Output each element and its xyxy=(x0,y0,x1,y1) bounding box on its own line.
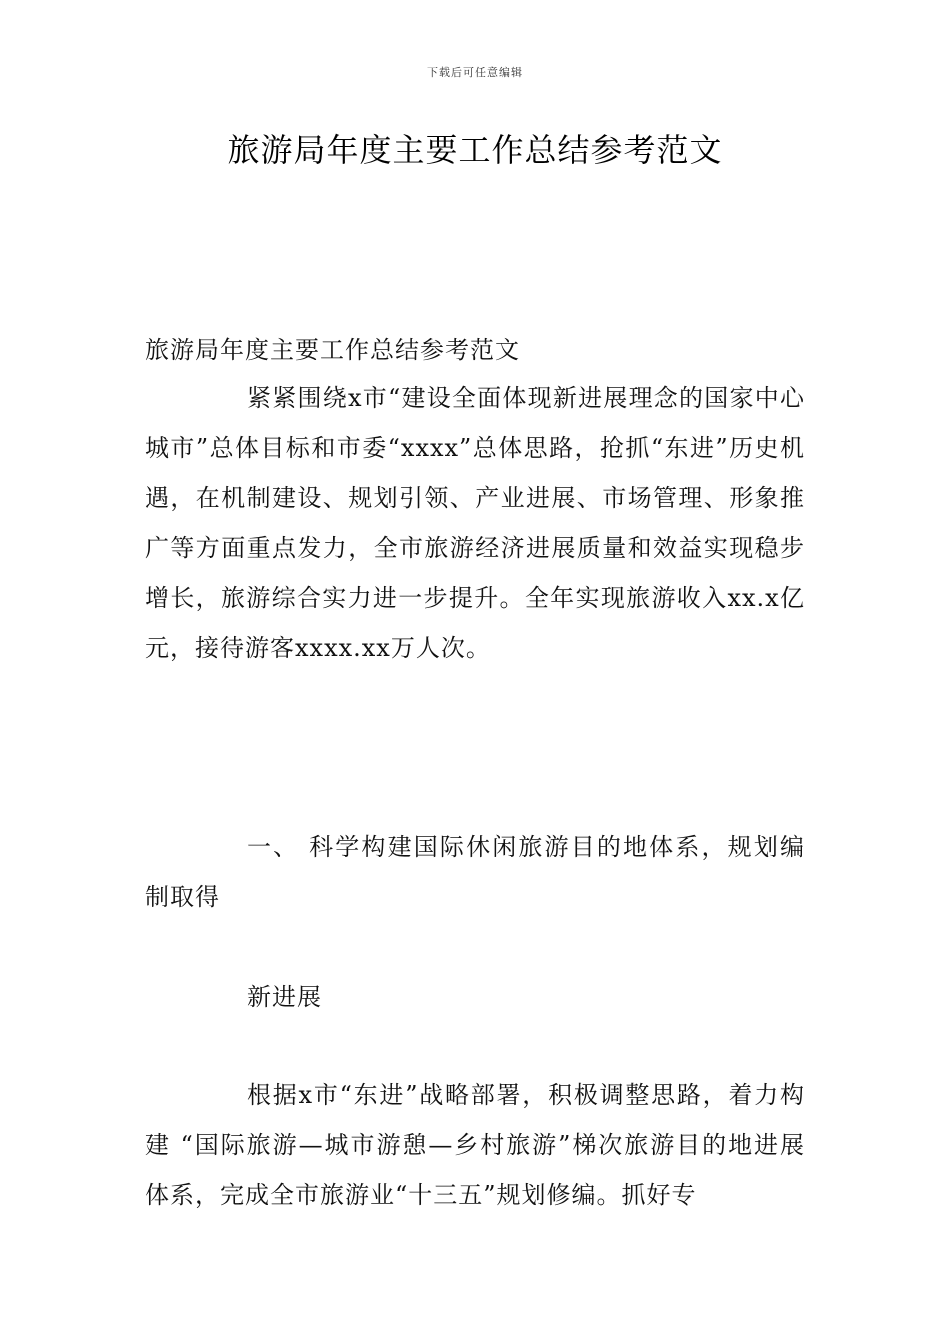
body-paragraph-2: 根据x市“东进”战略部署，积极调整思路，着力构建 “国际旅游—城市游憩—乡村旅游”梯次旅游目的地进展体系，完成全市旅游业“十三五”规划修编。抓好专 xyxy=(145,1081,805,1209)
header-note: 下载后可任意编辑 xyxy=(427,66,523,79)
section-heading-1: 一、 科学构建国际休闲旅游目的地体系，规划编制取得 xyxy=(145,833,805,911)
section-heading-1-continuation: 新进展 xyxy=(247,983,322,1011)
subtitle-paragraph: 旅游局年度主要工作总结参考范文 xyxy=(145,336,520,364)
document-title: 旅游局年度主要工作总结参考范文 xyxy=(227,131,723,169)
intro-paragraph: 紧紧围绕x市“建设全面体现新进展理念的国家中心城市”总体目标和市委“xxxx”总体思路，抢抓“东进”历史机遇，在机制建设、规划引领、产业进展、市场管理、形象推广等方面重点发力，全市旅游经济进展质量和效益实现稳步增长，旅游综合实力进一步提升。全年实现旅游收入xx.x亿元，接待游客xxxx.xx万人次。 xyxy=(145,384,805,662)
